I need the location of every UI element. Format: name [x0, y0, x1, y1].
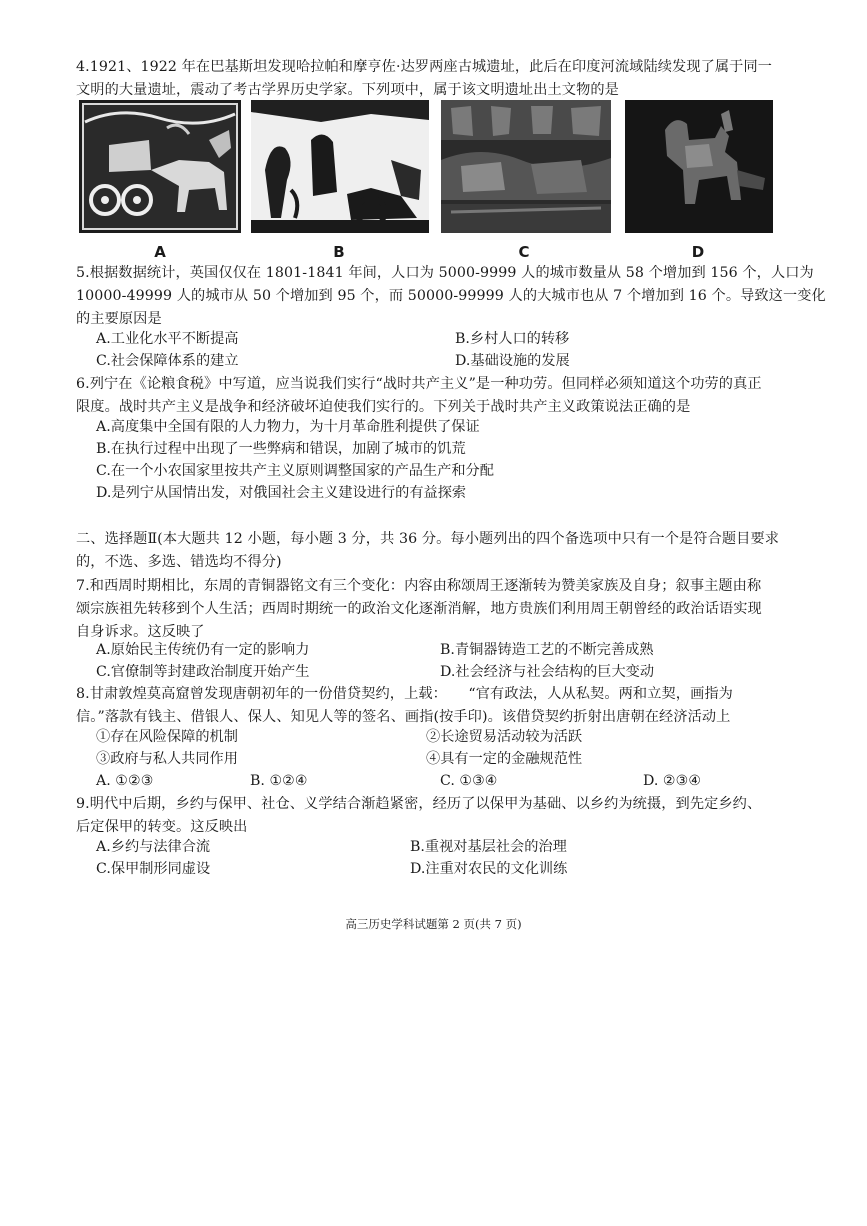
question-7-line-1: 7.和西周时期相比，东周的青铜器铭文有三个变化：内容由称颂周王逐渐转为赞美家族及自身；叙事主题由称 — [76, 578, 762, 594]
question-5-option-b: B.乡村人口的转移 — [455, 331, 570, 347]
question-6-option-a: A.高度集中全国有限的人力物力，为十月革命胜利提供了保证 — [96, 419, 480, 435]
question-9-option-b: B.重视对基层社会的治理 — [410, 839, 567, 855]
question-4-line-1: 4.1921、1922 年在巴基斯坦发现哈拉帕和摩亨佐·达罗两座古城遗址，此后在印度河流域陆续发现了属于同一 — [76, 59, 773, 75]
question-4-line-2: 文明的大量遗址，震动了考古学界历史学家。下列项中，属于该文明遗址出土文物的是 — [76, 82, 619, 98]
question-5-option-c: C.社会保障体系的建立 — [96, 353, 239, 369]
option-a-image — [79, 100, 241, 233]
page-footer: 高三历史学科试题第 2 页(共 7 页) — [345, 917, 522, 931]
question-8-line-1: 8.甘肃敦煌莫高窟曾发现唐朝初年的一份借贷契约，上载： “官有政法，人从私契。两和立契，画指为 — [76, 686, 733, 702]
question-8-option-d: D. ②③④ — [643, 773, 702, 789]
question-8-statement-4: ④具有一定的金融规范性 — [426, 751, 583, 767]
question-9-line-2: 后定保甲的转变。这反映出 — [76, 819, 248, 835]
option-a-label: A — [154, 243, 166, 261]
section-2-line-1: 二、选择题Ⅱ(本大题共 12 小题，每小题 3 分，共 36 分。每小题列出的四个备选项中只有一个是符合题目要求 — [76, 531, 780, 547]
question-6-option-c: C.在一个小农国家里按共产主义原则调整国家的产品生产和分配 — [96, 463, 494, 479]
question-8-line-2: 信。”落款有钱主、借银人、保人、知见人等的签名、画指(按手印)。该借贷契约折射出唐朝在经济活动上 — [76, 709, 731, 725]
option-d-label: D — [691, 243, 705, 261]
question-5-option-d: D.基础设施的发展 — [455, 353, 570, 369]
question-5-line-2: 10000-49999 人的城市从 50 个增加到 95 个，而 50000-99999 人的大城市也从 7 个增加到 16 个。导致这一变化 — [76, 288, 826, 304]
option-c-image — [441, 100, 611, 233]
question-6-option-b: B.在执行过程中出现了一些弊病和错误，加剧了城市的饥荒 — [96, 441, 466, 457]
question-5-option-a: A.工业化水平不断提高 — [96, 331, 239, 347]
section-2-line-2: 的，不选、多选、错选均不得分) — [76, 554, 282, 570]
question-7-stem — [76, 575, 792, 644]
question-6-line-1: 6.列宁在《论粮食税》中写道，应当说我们实行“战时共产主义”是一种功劳。但同样必须知道这个功劳的真正 — [76, 376, 762, 392]
question-8-statement-3: ③政府与私人共同作用 — [96, 751, 238, 767]
question-8-statement-1: ①存在风险保障的机制 — [96, 729, 238, 745]
question-6-stem — [76, 373, 792, 419]
question-7-option-b: B.青铜器铸造工艺的不断完善成熟 — [440, 642, 654, 658]
question-9-option-c: C.保甲制形同虚设 — [96, 861, 211, 877]
question-8-option-c: C. ①③④ — [440, 773, 498, 789]
question-9-line-1: 9.明代中后期，乡约与保甲、社仓、义学结合渐趋紧密，经历了以保甲为基础、以乡约为统摄，到先定乡约、 — [76, 796, 762, 812]
option-d-image — [625, 100, 773, 233]
question-6-option-d: D.是列宁从国情出发，对俄国社会主义建设进行的有益探索 — [96, 485, 467, 501]
question-8-option-b: B. ①②④ — [250, 773, 308, 789]
question-8-statement-2: ②长途贸易活动较为活跃 — [426, 729, 583, 745]
question-8-option-a: A. ①②③ — [96, 773, 154, 789]
question-7-option-a: A.原始民主传统仍有一定的影响力 — [96, 642, 310, 658]
question-6-line-2: 限度。战时共产主义是战争和经济破坏迫使我们实行的。下列关于战时共产主义政策说法正确的是 — [76, 399, 691, 415]
question-7-line-2: 颂宗族祖先转移到个人生活；西周时期统一的政治文化逐渐消解，地方贵族们利用周王朝曾经的政治话语实现 — [76, 601, 762, 617]
question-9-stem — [76, 793, 792, 839]
question-9-option-a: A.乡约与法律合流 — [96, 839, 211, 855]
question-7-option-d: D.社会经济与社会结构的巨大变动 — [440, 664, 655, 680]
section-2-header — [76, 528, 792, 574]
option-b-label: B — [333, 243, 345, 261]
question-5-line-1: 5.根据数据统计，英国仅仅在 1801-1841 年间，人口为 5000-9999 人的城市数量从 58 个增加到 156 个，人口为 — [76, 265, 814, 281]
question-9-option-d: D.注重对农民的文化训练 — [410, 861, 568, 877]
question-5-line-3: 的主要原因是 — [76, 311, 162, 327]
option-b-image — [251, 100, 429, 233]
question-4-stem — [76, 56, 792, 102]
question-8-stem — [76, 683, 792, 729]
question-5-stem — [76, 262, 826, 331]
question-7-option-c: C.官僚制等封建政治制度开始产生 — [96, 664, 310, 680]
option-c-label: C — [518, 243, 530, 261]
question-7-line-3: 自身诉求。这反映了 — [76, 624, 205, 640]
